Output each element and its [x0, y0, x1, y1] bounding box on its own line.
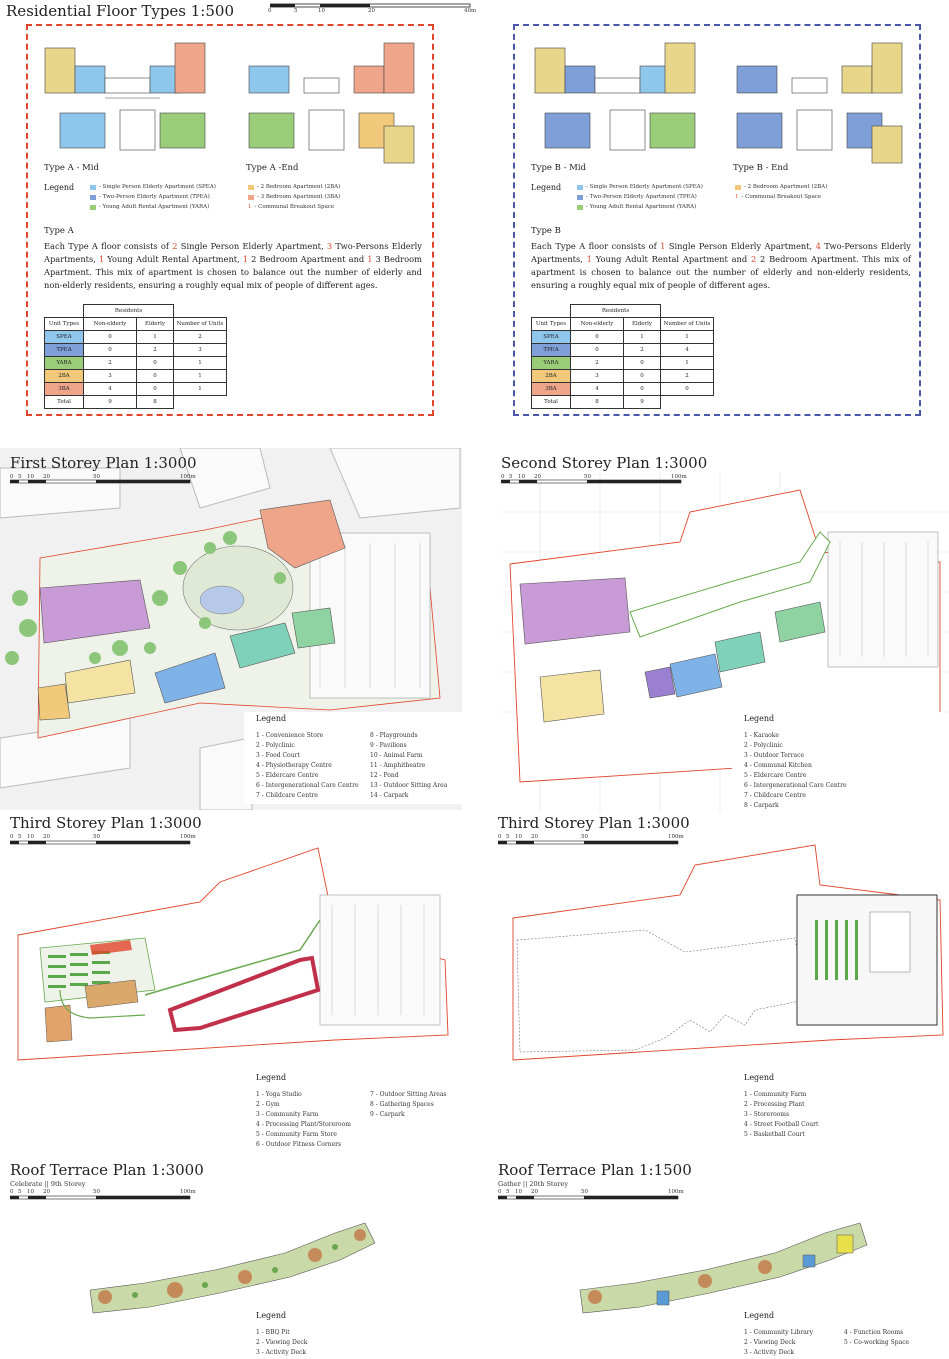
table-group-header: Residents [84, 305, 174, 318]
unit-type-cell: 3BA [45, 383, 84, 396]
legend-item [577, 202, 703, 212]
table-cell: 0 [624, 357, 661, 370]
legend-item-label: - 3 Bedroom Apartment (3BA) [257, 194, 341, 200]
unit-type-cell: 3BA [532, 383, 571, 396]
legend-item [577, 192, 703, 202]
para-text: Single Person Elderly Apartment, [177, 241, 327, 251]
scale-tick: 20 [368, 8, 375, 14]
para-count: 4 [815, 241, 821, 251]
scale-tick: 0 [10, 474, 14, 480]
scale-tick: 20 [531, 1189, 538, 1195]
third-storey-b-legend [732, 1071, 942, 1141]
legend-entry: 7 - Childcare Centre [256, 792, 318, 799]
table-cell [661, 396, 714, 409]
scale-tick: 5 [18, 1189, 22, 1195]
type-b-end-label: Type B - End [733, 163, 789, 173]
table-cell: 8 [137, 396, 174, 409]
legend-entry: 5 - Eldercare Centre [744, 772, 807, 779]
type-b-legend-col1 [577, 182, 703, 212]
legend-item [735, 192, 827, 202]
scale-tick: 50 [581, 1189, 588, 1195]
unit-type-cell: TPEA [45, 344, 84, 357]
first-storey-legend [244, 712, 462, 804]
table-cell: 2 [624, 344, 661, 357]
para-text: 2 Bedroom Apartment and [248, 254, 368, 264]
legend-swatch [577, 195, 583, 200]
table-cell: 0 [137, 383, 174, 396]
legend-entry: 6 - Intergenerational Care Centre [256, 782, 359, 789]
table-header: Elderly [137, 318, 174, 331]
table-cell: 1 [661, 331, 714, 344]
table-cell: 9 [624, 396, 661, 409]
legend-entry: 2 - Polyclinic [256, 742, 295, 749]
table-cell: 0 [84, 344, 137, 357]
scale-tick: 10 [515, 834, 522, 840]
legend-entry: 1 - Community Library [744, 1329, 814, 1336]
scale-tick: 100m [180, 834, 196, 840]
legend-swatch [248, 185, 254, 190]
scale-tick: 5 [18, 474, 22, 480]
table-header: Unit Types [532, 318, 571, 331]
legend-entry: 5 - Basketball Court [744, 1131, 805, 1138]
unit-type-cell: Total [532, 396, 571, 409]
type-b-residents-table [531, 304, 714, 409]
scale-tick: 20 [43, 1189, 50, 1195]
para-count: 1 [242, 254, 249, 264]
table-header: Elderly [624, 318, 661, 331]
unit-type-cell: YARA [532, 357, 571, 370]
unit-type-cell: TPEA [532, 344, 571, 357]
scale-tick: 5 [506, 834, 510, 840]
table-cell: 1 [174, 370, 227, 383]
legend-entry: 3 - Community Farm [256, 1111, 319, 1118]
legend-swatch [90, 205, 96, 210]
type-b-paragraph [531, 240, 911, 292]
third-storey-b-scale-labels [498, 834, 698, 842]
type-a-residents-table [44, 304, 227, 409]
type-a-heading: Type A [44, 226, 74, 236]
para-text: Young Adult Rental Apartment and [591, 254, 751, 264]
legend-item [90, 182, 216, 192]
third-storey-b-title: Third Storey Plan 1:3000 [498, 814, 690, 832]
legend-entry: 9 - Carpark [370, 1111, 405, 1118]
type-b-mid-plan [530, 38, 700, 158]
table-row [45, 370, 227, 383]
type-a-paragraph [44, 240, 422, 292]
legend-entry: 4 - Physiotherapy Centre [256, 762, 332, 769]
floor-types-title: Residential Floor Types 1:500 [6, 2, 234, 20]
legend-item [248, 192, 340, 202]
table-cell: 1 [174, 357, 227, 370]
legend-item-label: - Single Person Elderly Apartment (SPEA) [99, 184, 216, 190]
legend-entry: 1 - BBQ Pit [256, 1329, 290, 1336]
para-text: 2 Bedroom Apartment. This mix of apartment is chosen to balance out the number of elderly and non-elderly residents, ensuring a roughly equal mix of people of different ages. [531, 254, 911, 290]
table-row [45, 357, 227, 370]
roof-a-title: Roof Terrace Plan 1:3000 [10, 1161, 204, 1179]
unit-type-cell: Total [45, 396, 84, 409]
roof-b-legend [732, 1311, 942, 1357]
legend-col2 [370, 731, 447, 801]
table-row [45, 344, 227, 357]
legend-marker: 1 [735, 194, 739, 200]
scale-tick: 0 [10, 834, 14, 840]
unit-type-cell: 2BA [45, 370, 84, 383]
scale-tick: 10 [27, 834, 34, 840]
legend-swatch [577, 185, 583, 190]
scale-tick: 40m [464, 8, 477, 14]
type-a-legend-col2 [248, 182, 340, 212]
first-storey-title: First Storey Plan 1:3000 [10, 454, 197, 472]
scale-tick: 5 [294, 8, 298, 14]
unit-type-cell: SPEA [532, 331, 571, 344]
legend-item [248, 202, 340, 212]
first-storey-scale-labels [10, 474, 210, 482]
legend-entry: 9 - Pavilions [370, 742, 407, 749]
legend-entry: 4 - Function Rooms [844, 1329, 904, 1336]
para-count: 2 [750, 254, 757, 264]
type-a-mid-label: Type A - Mid [44, 163, 99, 173]
legend-entry: 2 - Viewing Deck [256, 1339, 308, 1346]
legend-entry: 3 - Activity Deck [256, 1349, 307, 1356]
type-a-legend-title: Legend [44, 183, 75, 192]
table-cell: 3 [84, 370, 137, 383]
roof-a-legend [244, 1311, 444, 1357]
third-storey-a-title: Third Storey Plan 1:3000 [10, 814, 202, 832]
scale-tick: 0 [268, 8, 272, 14]
table-cell: 0 [661, 383, 714, 396]
scale-tick: 0 [498, 834, 502, 840]
para-text: Two-Persons Elderly Apartments, [44, 241, 422, 264]
scale-tick: 10 [27, 474, 34, 480]
table-cell: 4 [661, 344, 714, 357]
scale-tick: 50 [93, 1189, 100, 1195]
legend-entry: 5 - Co-working Space [844, 1339, 910, 1346]
table-cell: 2 [84, 357, 137, 370]
table-header: Non-elderly [571, 318, 624, 331]
scale-tick: 5 [506, 1189, 510, 1195]
table-cell: 0 [137, 357, 174, 370]
unit-type-cell: SPEA [45, 331, 84, 344]
second-storey-legend [732, 712, 942, 812]
legend-title: Legend [256, 1311, 287, 1320]
legend-entry: 10 - Animal Farm [370, 752, 423, 759]
type-a-legend-col1 [90, 182, 216, 212]
legend-entry: 6 - Outdoor Fitness Corners [256, 1141, 342, 1148]
legend-entry: 6 - Intergenerational Care Centre [744, 782, 847, 789]
scale-tick: 50 [93, 474, 100, 480]
scale-tick: 10 [27, 1189, 34, 1195]
legend-item-label: - Young Adult Rental Apartment (YARA) [586, 204, 697, 210]
table-cell: 8 [571, 396, 624, 409]
legend-entry: 5 - Community Farm Store [256, 1131, 337, 1138]
scale-tick: 20 [531, 834, 538, 840]
type-b-legend-title: Legend [531, 183, 562, 192]
legend-item [90, 192, 216, 202]
legend-entry: 2 - Gym [256, 1101, 280, 1108]
legend-entry: 8 - Carpark [744, 802, 779, 809]
para-text: Each Type A floor consists of [531, 241, 661, 251]
legend-entry: 3 - Food Court [256, 752, 300, 759]
table-cell: 3 [571, 370, 624, 383]
type-b-mid-label: Type B - Mid [531, 163, 587, 173]
legend-item-label: - 2 Bedroom Apartment (2BA) [744, 184, 828, 190]
legend-col2 [844, 1328, 909, 1348]
para-text: Two-Persons Elderly Apartments, [531, 241, 911, 264]
second-storey-scale-labels [501, 474, 701, 482]
third-storey-a-scale-labels [10, 834, 210, 842]
legend-item-label: - Young Adult Rental Apartment (YARA) [99, 204, 210, 210]
legend-item-label: - Two-Person Elderly Apartment (TPEA) [99, 194, 210, 200]
legend-col1 [744, 1090, 818, 1140]
legend-entry: 2 - Viewing Deck [744, 1339, 796, 1346]
legend-item [577, 182, 703, 192]
legend-title: Legend [744, 714, 775, 723]
roof-b-scale-labels [498, 1189, 698, 1197]
legend-item-label: - 2 Bedroom Apartment (2BA) [257, 184, 341, 190]
legend-entry: 12 - Pond [370, 772, 399, 779]
legend-entry: 1 - Karaoke [744, 732, 779, 739]
legend-item [735, 182, 827, 192]
table-cell: 1 [174, 383, 227, 396]
table-cell: 0 [84, 331, 137, 344]
para-count: 1 [98, 254, 105, 264]
type-b-legend-col2 [735, 182, 827, 202]
scale-tick: 5 [509, 474, 513, 480]
table-header: Number of Units [174, 318, 227, 331]
table-cell: 4 [84, 383, 137, 396]
table-cell: 0 [571, 331, 624, 344]
roof-a-scale-labels [10, 1189, 210, 1197]
floor-types-scale-labels [268, 8, 483, 16]
table-cell: 2 [174, 331, 227, 344]
table-row [532, 344, 714, 357]
table-cell: 2 [661, 370, 714, 383]
legend-swatch [577, 205, 583, 210]
para-text: Single Person Elderly Apartment, [665, 241, 816, 251]
legend-entry: 1 - Convenience Store [256, 732, 324, 739]
legend-marker: 1 [248, 204, 252, 210]
legend-entry: 13 - Outdoor Sitting Area [370, 782, 448, 789]
scale-tick: 100m [668, 1189, 684, 1195]
scale-tick: 100m [180, 1189, 196, 1195]
legend-entry: 4 - Communal Kitchen [744, 762, 812, 769]
para-count: 2 [172, 241, 178, 251]
table-header: Number of Units [661, 318, 714, 331]
third-storey-a-legend [244, 1071, 462, 1153]
legend-swatch [90, 195, 96, 200]
legend-col1 [256, 1090, 351, 1150]
table-row [45, 396, 227, 409]
para-count: 3 [326, 241, 333, 251]
scale-tick: 100m [180, 474, 196, 480]
legend-entry: 1 - Yoga Studio [256, 1091, 302, 1098]
scale-tick: 20 [43, 474, 50, 480]
table-cell: 9 [84, 396, 137, 409]
legend-swatch [248, 195, 254, 200]
scale-tick: 10 [518, 474, 525, 480]
legend-entry: 3 - Outdoor Terrace [744, 752, 805, 759]
legend-col1 [744, 1328, 813, 1358]
scale-tick: 5 [18, 834, 22, 840]
table-cell: 0 [624, 370, 661, 383]
legend-title: Legend [256, 714, 287, 723]
table-cell: 0 [624, 383, 661, 396]
legend-entry: 2 - Polyclinic [744, 742, 783, 749]
legend-entry: 14 - Carpark [370, 792, 409, 799]
legend-entry: 8 - Gathering Spaces [370, 1101, 434, 1108]
legend-col1 [256, 731, 359, 801]
legend-col1 [744, 731, 847, 811]
table-row [532, 331, 714, 344]
table-header: Unit Types [45, 318, 84, 331]
scale-tick: 10 [318, 8, 325, 14]
scale-tick: 20 [534, 474, 541, 480]
unit-type-cell: YARA [45, 357, 84, 370]
roof-a-subtitle: Celebrate || 9th Storey [10, 1180, 86, 1188]
legend-item-label: - Single Person Elderly Apartment (SPEA) [586, 184, 703, 190]
table-cell: 0 [571, 344, 624, 357]
scale-tick: 100m [668, 834, 684, 840]
legend-entry: 4 - Street Football Court [744, 1121, 819, 1128]
table-cell: 1 [137, 331, 174, 344]
scale-tick: 50 [584, 474, 591, 480]
table-cell: 0 [137, 370, 174, 383]
table-header: Non-elderly [84, 318, 137, 331]
legend-entry: 7 - Childcare Centre [744, 792, 806, 799]
third-storey-b-site-drawing [495, 840, 949, 1075]
para-text: Young Adult Rental Apartment, [104, 254, 243, 264]
legend-entry: 1 - Community Farm [744, 1091, 807, 1098]
legend-col1 [256, 1328, 307, 1358]
scale-tick: 50 [93, 834, 100, 840]
table-cell: 2 [571, 357, 624, 370]
table-row [532, 357, 714, 370]
legend-entry: 5 - Eldercare Centre [256, 772, 319, 779]
legend-item-label: - Communal Breakout Space [741, 194, 822, 200]
table-group-header: Residents [571, 305, 661, 318]
scale-tick: 10 [515, 1189, 522, 1195]
para-text: Each Type A floor consists of [44, 241, 173, 251]
table-cell: 4 [571, 383, 624, 396]
roof-b-subtitle: Gather || 20th Storey [498, 1180, 569, 1188]
para-count: 1 [367, 254, 373, 264]
table-row [45, 331, 227, 344]
scale-tick: 0 [498, 1189, 502, 1195]
table-cell [174, 396, 227, 409]
scale-tick: 50 [581, 834, 588, 840]
para-text: 3 Bedroom Apartment. This mix of apartment is chosen to balance out the number of elderly and non-elderly residents, ensuring a roughly equal mix of people of different ages. [44, 254, 423, 290]
legend-entry: 11 - Amphitheatre [370, 762, 426, 769]
scale-tick: 0 [501, 474, 505, 480]
table-cell: 1 [661, 357, 714, 370]
scale-tick: 100m [671, 474, 687, 480]
table-cell: 2 [137, 344, 174, 357]
type-b-end-plan [732, 38, 912, 168]
legend-swatch [90, 185, 96, 190]
roof-b-site-drawing [575, 1215, 875, 1315]
legend-item-label: - Two-Person Elderly Apartment (TPEA) [586, 194, 697, 200]
legend-entry: 3 - Storerooms [744, 1111, 790, 1118]
legend-title: Legend [744, 1311, 775, 1320]
scale-tick: 20 [43, 834, 50, 840]
legend-title: Legend [744, 1073, 775, 1082]
legend-entry: 8 - Playgrounds [370, 732, 418, 739]
table-row [532, 396, 714, 409]
table-cell: 3 [174, 344, 227, 357]
roof-b-title: Roof Terrace Plan 1:1500 [498, 1161, 692, 1179]
unit-type-cell: 2BA [532, 370, 571, 383]
third-storey-a-site-drawing [0, 840, 470, 1075]
type-b-heading: Type B [531, 226, 561, 236]
second-storey-title: Second Storey Plan 1:3000 [501, 454, 708, 472]
roof-a-site-drawing [85, 1215, 385, 1315]
legend-entry: 7 - Outdoor Sitting Areas [370, 1091, 447, 1098]
legend-item [90, 202, 216, 212]
legend-col2 [370, 1090, 447, 1120]
legend-entry: 3 - Activity Deck [744, 1349, 795, 1356]
legend-swatch [735, 185, 741, 190]
legend-title: Legend [256, 1073, 287, 1082]
type-a-end-label: Type A -End [246, 163, 299, 173]
legend-item-label: - Communal Breakout Space [254, 204, 335, 210]
para-count: 1 [586, 254, 592, 264]
table-row [532, 370, 714, 383]
table-cell: 1 [624, 331, 661, 344]
type-a-end-plan [244, 38, 424, 168]
para-count: 1 [660, 241, 666, 251]
legend-entry: 4 - Processing Plant/Storeroom [256, 1121, 351, 1128]
scale-tick: 0 [10, 1189, 14, 1195]
table-row [532, 383, 714, 396]
type-a-mid-plan [40, 38, 210, 158]
legend-item [248, 182, 340, 192]
table-row [45, 383, 227, 396]
legend-entry: 2 - Processing Plant [744, 1101, 805, 1108]
